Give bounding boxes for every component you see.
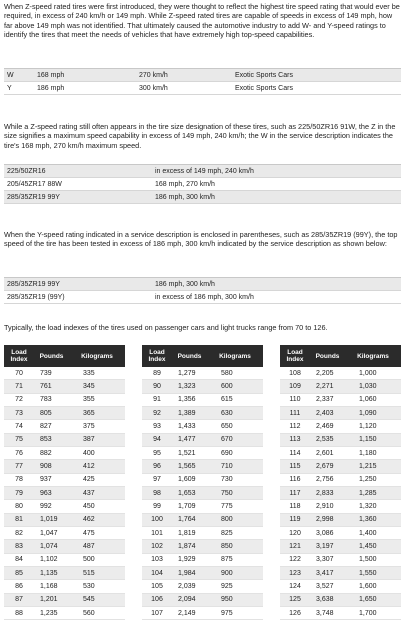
kilograms-cell: 670 [221,436,233,444]
load-row [142,594,263,607]
load-index-cell: 110 [289,396,301,404]
load-index-cell: 72 [15,396,23,404]
load-row [280,394,401,407]
pounds-cell: 783 [40,396,52,404]
pounds-cell: 3,417 [316,569,334,577]
pounds-cell: 908 [40,462,52,470]
pounds-cell: 1,433 [178,422,196,430]
table-cell: in excess of 149 mph, 240 km/h [155,167,254,175]
load-row [4,447,125,460]
table-cell: Exotic Sports Cars [235,84,293,92]
load-row [142,434,263,447]
table-cell: in excess of 186 mph, 300 km/h [155,293,254,301]
pounds-cell: 2,601 [316,449,334,457]
load-row [280,407,401,420]
pounds-cell: 2,337 [316,396,334,404]
table-cell: 285/35ZR19 (99Y) [7,293,65,301]
header-kilograms: Kilograms [81,352,113,360]
load-row [142,394,263,407]
load-index-cell: 109 [289,382,301,390]
pounds-cell: 1,356 [178,396,196,404]
load-row [280,460,401,473]
table-cell: 270 km/h [139,71,168,79]
load-row [142,500,263,513]
pounds-cell: 937 [40,476,52,484]
load-index-cell: 97 [153,476,161,484]
load-index-cell: 114 [289,449,301,457]
kilograms-cell: 1,600 [359,582,377,590]
load-row [142,607,263,620]
load-index-cell: 83 [15,542,23,550]
load-row [142,487,263,500]
load-index-cell: 81 [15,516,23,524]
header-load-index: Load Index [286,348,304,363]
pounds-cell: 2,403 [316,409,334,417]
load-index-cell: 122 [289,556,301,564]
load-row [280,367,401,380]
kilograms-cell: 1,030 [359,382,377,390]
load-row [4,367,125,380]
kilograms-cell: 975 [221,609,233,617]
load-index-cell: 102 [151,542,163,550]
pounds-cell: 1,074 [40,542,58,550]
load-row [4,567,125,580]
kilograms-cell: 387 [83,436,95,444]
load-index-cell: 107 [151,609,163,617]
table-cell: 205/45ZR17 88W [7,180,62,188]
pounds-cell: 2,535 [316,436,334,444]
pounds-cell: 1,609 [178,476,196,484]
load-row [142,540,263,553]
load-index-cell: 120 [289,529,301,537]
pounds-cell: 1,874 [178,542,196,550]
load-row [4,460,125,473]
load-row [4,540,125,553]
load-row [280,420,401,433]
load-row [280,487,401,500]
pounds-cell: 1,653 [178,489,196,497]
kilograms-cell: 355 [83,396,95,404]
kilograms-cell: 1,650 [359,596,377,604]
kilograms-cell: 560 [83,609,95,617]
pounds-cell: 3,197 [316,542,334,550]
load-index-cell: 77 [15,462,23,470]
load-index-cell: 115 [289,462,301,470]
intro-paragraph: When Z-speed rated tires were first introduced, they were thought to reflect the highest tire speed rating that would ever be required, in excess of 240 km/h or 149 mph. While Z-speed rated tires are capable of speeds in excess of 149 mph, how far above 149 mph was not identified. That ultimately caused the automotive industry to add W- and Y-speed ratings to identify the tires that meet the needs of vehicles that have extremely high top-speed capabilities. [4,2,400,39]
load-row [4,580,125,593]
kilograms-cell: 1,700 [359,609,377,617]
header-kilograms: Kilograms [219,352,251,360]
kilograms-cell: 1,250 [359,476,377,484]
header-pounds: Pounds [315,352,340,360]
load-row [280,554,401,567]
pounds-cell: 1,764 [178,516,196,524]
load-row [142,527,263,540]
table-cell: Y [7,84,12,92]
kilograms-cell: 1,150 [359,436,377,444]
kilograms-cell: 630 [221,409,233,417]
load-index-cell: 123 [289,569,301,577]
load-index-table-2 [142,345,263,620]
kilograms-cell: 1,000 [359,369,377,377]
load-index-cell: 101 [151,529,163,537]
pounds-cell: 1,565 [178,462,196,470]
kilograms-cell: 750 [221,489,233,497]
load-index-cell: 105 [151,582,163,590]
pounds-cell: 3,748 [316,609,334,617]
pounds-cell: 1,984 [178,569,196,577]
kilograms-cell: 1,500 [359,556,377,564]
load-row [4,514,125,527]
load-index-cell: 86 [15,582,23,590]
load-index-cell: 74 [15,422,23,430]
load-index-cell: 106 [151,596,163,604]
table-cell: 225/50ZR16 [7,167,46,175]
load-row [4,607,125,620]
load-index-cell: 121 [289,542,301,550]
load-index-cell: 80 [15,502,23,510]
load-index-cell: 119 [289,516,301,524]
kilograms-cell: 1,215 [359,462,377,470]
pounds-cell: 3,638 [316,596,334,604]
table-cell: 285/35ZR19 99Y [7,193,60,201]
kilograms-cell: 437 [83,489,95,497]
load-index-cell: 125 [289,596,301,604]
load-index-cell: 100 [151,516,163,524]
load-index-cell: 88 [15,609,23,617]
load-index-table-3 [280,345,401,620]
load-row [280,567,401,580]
load-row [4,407,125,420]
load-index-cell: 95 [153,449,161,457]
load-row [4,487,125,500]
load-index-cell: 90 [153,382,161,390]
kilograms-cell: 600 [221,382,233,390]
load-row [280,540,401,553]
load-row [142,554,263,567]
load-index-cell: 75 [15,436,23,444]
pounds-cell: 1,135 [40,569,58,577]
kilograms-cell: 530 [83,582,95,590]
kilograms-cell: 487 [83,542,95,550]
kilograms-cell: 1,360 [359,516,377,524]
kilograms-cell: 875 [221,556,233,564]
pounds-cell: 1,819 [178,529,196,537]
pounds-cell: 2,679 [316,462,334,470]
load-index-cell: 85 [15,569,23,577]
load-row [4,434,125,447]
pounds-cell: 3,307 [316,556,334,564]
table-cell: 168 mph [37,71,65,79]
header-load-index: Load Index [148,348,166,363]
load-index-cell: 124 [289,582,301,590]
table-cell: 300 km/h [139,84,168,92]
kilograms-cell: 475 [83,529,95,537]
pounds-cell: 1,102 [40,556,58,564]
kilograms-cell: 730 [221,476,233,484]
load-table-header [4,345,125,367]
load-row [142,460,263,473]
load-row [142,567,263,580]
kilograms-cell: 1,400 [359,529,377,537]
load-index-cell: 87 [15,596,23,604]
table-cell: 285/35ZR19 99Y [7,280,60,288]
pounds-cell: 2,149 [178,609,196,617]
table-cell: W [7,71,14,79]
load-index-cell: 91 [153,396,161,404]
pounds-cell: 1,709 [178,502,196,510]
load-index-cell: 118 [289,502,301,510]
pounds-cell: 882 [40,449,52,457]
pounds-cell: 1,047 [40,529,58,537]
speed-rating-row [4,69,401,82]
speed-rating-row [4,82,401,95]
load-row [142,367,263,380]
load-index-cell: 82 [15,529,23,537]
y-rating-row [4,291,401,304]
load-row [142,447,263,460]
pounds-cell: 739 [40,369,52,377]
kilograms-cell: 800 [221,516,233,524]
pounds-cell: 853 [40,436,52,444]
pounds-cell: 992 [40,502,52,510]
kilograms-cell: 375 [83,422,95,430]
load-index-cell: 94 [153,436,161,444]
load-index-paragraph: Typically, the load indexes of the tires used on passenger cars and light trucks range from 70 to 126. [4,323,328,332]
load-index-cell: 126 [289,609,301,617]
pounds-cell: 2,469 [316,422,334,430]
load-index-cell: 79 [15,489,23,497]
load-row [4,594,125,607]
size-row [4,191,401,204]
load-index-cell: 113 [289,436,301,444]
kilograms-cell: 1,060 [359,396,377,404]
kilograms-cell: 1,285 [359,489,377,497]
load-index-cell: 99 [153,502,161,510]
pounds-cell: 2,833 [316,489,334,497]
pounds-cell: 827 [40,422,52,430]
load-row [4,394,125,407]
kilograms-cell: 400 [83,449,95,457]
pounds-cell: 1,168 [40,582,58,590]
kilograms-cell: 545 [83,596,95,604]
load-row [142,474,263,487]
kilograms-cell: 412 [83,462,95,470]
pounds-cell: 1,521 [178,449,196,457]
kilograms-cell: 690 [221,449,233,457]
load-index-cell: 116 [289,476,301,484]
table-cell: 168 mph, 270 km/h [155,180,215,188]
load-table-header [142,345,263,367]
kilograms-cell: 345 [83,382,95,390]
pounds-cell: 1,019 [40,516,58,524]
pounds-cell: 963 [40,489,52,497]
kilograms-cell: 1,120 [359,422,377,430]
load-row [280,500,401,513]
size-row [4,165,401,178]
pounds-cell: 2,205 [316,369,334,377]
y-rating-table [4,277,401,304]
load-row [4,474,125,487]
load-row [4,500,125,513]
load-table-body [280,367,401,620]
y-rating-row [4,278,401,291]
load-row [4,554,125,567]
kilograms-cell: 900 [221,569,233,577]
load-row [142,380,263,393]
kilograms-cell: 580 [221,369,233,377]
load-row [280,447,401,460]
load-row [280,514,401,527]
load-row [280,607,401,620]
size-row [4,178,401,191]
pounds-cell: 761 [40,382,52,390]
load-row [4,527,125,540]
pounds-cell: 1,201 [40,596,58,604]
kilograms-cell: 1,550 [359,569,377,577]
pounds-cell: 2,271 [316,382,334,390]
kilograms-cell: 1,180 [359,449,377,457]
pounds-cell: 3,527 [316,582,334,590]
kilograms-cell: 825 [221,529,233,537]
load-index-cell: 92 [153,409,161,417]
pounds-cell: 2,039 [178,582,196,590]
load-row [4,420,125,433]
load-row [280,527,401,540]
pounds-cell: 1,279 [178,369,196,377]
load-table-body [142,367,263,620]
kilograms-cell: 615 [221,396,233,404]
load-row [142,407,263,420]
load-row [142,420,263,433]
z-rating-paragraph: While a Z-speed rating still often appears in the tire size designation of these tires, such as 225/50ZR16 91W, the Z in the size signifies a maximum speed capability in excess of 149 mph, 240 km/h; the W in the service description indicates the tire's 168 mph, 270 km/h maximum speed. [4,122,396,150]
load-index-cell: 93 [153,422,161,430]
kilograms-cell: 425 [83,476,95,484]
load-index-table-1 [4,345,125,620]
load-index-cell: 78 [15,476,23,484]
pounds-cell: 1,235 [40,609,58,617]
load-index-cell: 70 [15,369,23,377]
load-table-header [280,345,401,367]
table-cell: 186 mph, 300 km/h [155,280,215,288]
y-rating-paragraph: When the Y-speed rating indicated in a service description is enclosed in parentheses, such as 285/35ZR19 (99Y), the top speed of the tire has been tested in excess of 186 mph, 300 km/h indicated by the service description as shown below: [4,230,398,249]
load-index-cell: 117 [289,489,301,497]
speed-rating-table [4,68,401,95]
table-cell: 186 mph, 300 km/h [155,193,215,201]
kilograms-cell: 365 [83,409,95,417]
load-index-cell: 71 [15,382,23,390]
table-cell: 186 mph [37,84,65,92]
kilograms-cell: 925 [221,582,233,590]
kilograms-cell: 450 [83,502,95,510]
kilograms-cell: 650 [221,422,233,430]
load-row [142,580,263,593]
load-index-cell: 96 [153,462,161,470]
load-index-cell: 111 [289,409,301,417]
load-index-cell: 73 [15,409,23,417]
header-pounds: Pounds [39,352,64,360]
size-designation-table [4,164,401,204]
pounds-cell: 2,910 [316,502,334,510]
table-cell: Exotic Sports Cars [235,71,293,79]
kilograms-cell: 775 [221,502,233,510]
kilograms-cell: 462 [83,516,95,524]
pounds-cell: 3,086 [316,529,334,537]
pounds-cell: 2,998 [316,516,334,524]
pounds-cell: 1,323 [178,382,196,390]
load-index-cell: 98 [153,489,161,497]
load-index-cell: 84 [15,556,23,564]
header-pounds: Pounds [177,352,202,360]
load-row [280,580,401,593]
header-load-index: Load Index [10,348,28,363]
header-kilograms: Kilograms [357,352,389,360]
pounds-cell: 805 [40,409,52,417]
kilograms-cell: 1,090 [359,409,377,417]
pounds-cell: 1,477 [178,436,196,444]
pounds-cell: 1,929 [178,556,196,564]
load-index-cell: 108 [289,369,301,377]
load-row [280,474,401,487]
kilograms-cell: 950 [221,596,233,604]
kilograms-cell: 710 [221,462,233,470]
load-index-cell: 104 [151,569,163,577]
load-row [142,514,263,527]
load-index-cell: 76 [15,449,23,457]
kilograms-cell: 1,450 [359,542,377,550]
load-index-cell: 103 [151,556,163,564]
kilograms-cell: 850 [221,542,233,550]
kilograms-cell: 335 [83,369,95,377]
load-row [280,594,401,607]
pounds-cell: 2,094 [178,596,196,604]
load-row [4,380,125,393]
pounds-cell: 2,756 [316,476,334,484]
pounds-cell: 1,389 [178,409,196,417]
load-index-cell: 112 [289,422,301,430]
load-row [280,434,401,447]
kilograms-cell: 500 [83,556,95,564]
load-table-body [4,367,125,620]
load-index-cell: 89 [153,369,161,377]
load-row [280,380,401,393]
kilograms-cell: 515 [83,569,95,577]
kilograms-cell: 1,320 [359,502,377,510]
